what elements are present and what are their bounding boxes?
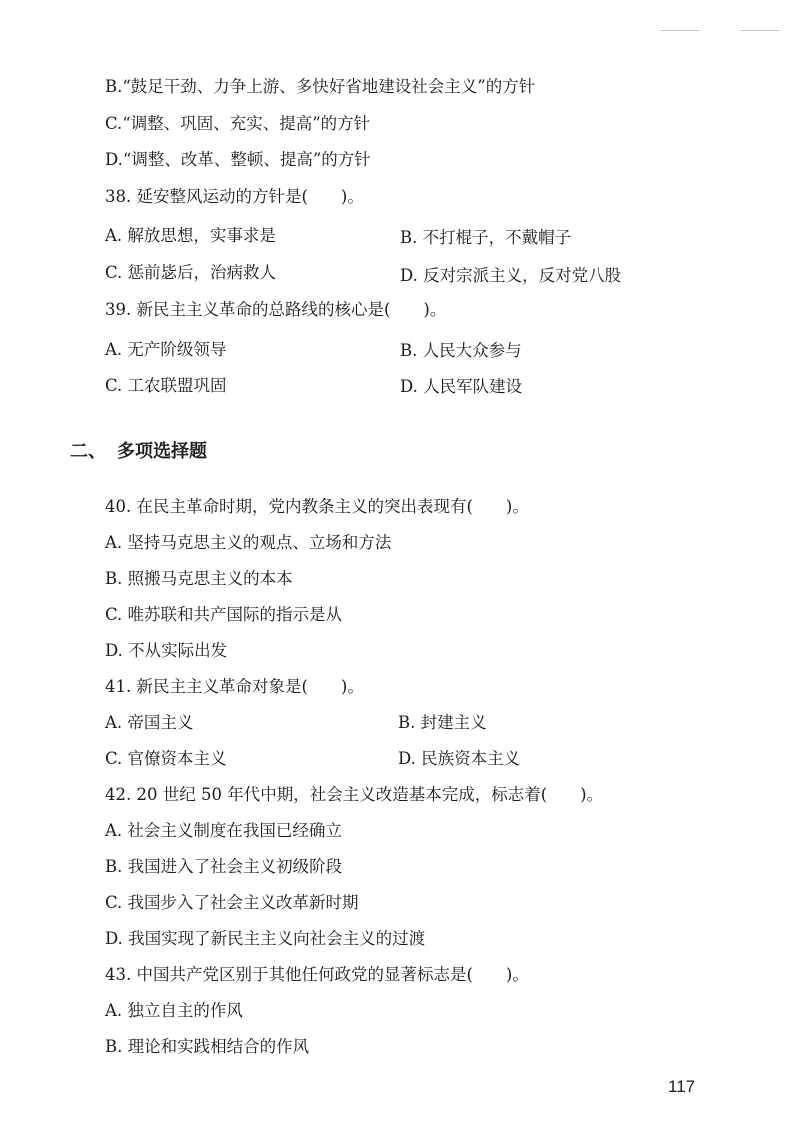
question-38-option-b: B. 不打棍子，不戴帽子: [400, 228, 572, 247]
question-38-option-a: A. 解放思想，实事求是: [105, 226, 276, 245]
question-41-option-c: C. 官僚资本主义: [105, 749, 227, 768]
question-39-stem: 39. 新民主主义革命的总路线的核心是( )。: [105, 300, 447, 319]
question-38-option-c: C. 惩前毖后，治病救人: [105, 263, 277, 282]
question-40-option-a: A. 坚持马克思主义的观点、立场和方法: [105, 533, 392, 552]
question-40-stem: 40. 在民主革命时期，党内教条主义的突出表现有( )。: [105, 497, 529, 516]
option-c-continued: C.“调整、巩固、充实、提高”的方针: [105, 114, 371, 133]
question-42-option-b: B. 我国进入了社会主义初级阶段: [105, 857, 343, 876]
question-38-option-d: D. 反对宗派主义，反对党八股: [400, 266, 622, 285]
question-43-option-a: A. 独立自主的作风: [105, 1001, 243, 1020]
question-39-option-a: A. 无产阶级领导: [105, 340, 227, 359]
question-40-option-c: C. 唯苏联和共产国际的指示是从: [105, 605, 343, 624]
scan-mark: [740, 30, 780, 31]
question-41-option-b: B. 封建主义: [398, 713, 487, 732]
section-heading-number: 二、: [70, 441, 106, 462]
question-42-option-d: D. 我国实现了新民主主义向社会主义的过渡: [105, 929, 426, 948]
question-43-option-b: B. 理论和实践相结合的作风: [105, 1037, 310, 1056]
question-42-option-c: C. 我国步入了社会主义改革新时期: [105, 893, 359, 912]
question-41-stem: 41. 新民主主义革命对象是( )。: [105, 677, 364, 696]
question-39-option-c: C. 工农联盟巩固: [105, 376, 227, 395]
question-38-stem: 38. 延安整风运动的方针是( )。: [105, 187, 364, 206]
question-39-option-b: B. 人民大众参与: [400, 341, 522, 360]
option-d-continued: D.“调整、改革、整顿、提高”的方针: [105, 150, 371, 169]
question-40-option-b: B. 照搬马克思主义的本本: [105, 569, 293, 588]
question-41-option-a: A. 帝国主义: [105, 713, 194, 732]
page-number: 117: [668, 1077, 696, 1096]
question-41-option-d: D. 民族资本主义: [398, 749, 521, 768]
section-heading-title: 多项选择题: [117, 441, 207, 462]
option-b-continued: B.“鼓足干劲、力争上游、多快好省地建设社会主义”的方针: [105, 77, 536, 96]
question-42-option-a: A. 社会主义制度在我国已经确立: [105, 821, 342, 840]
question-42-stem: 42. 20 世纪 50 年代中期，社会主义改造基本完成，标志着( )。: [105, 785, 604, 804]
question-39-option-d: D. 人民军队建设: [400, 377, 523, 396]
question-40-option-d: D. 不从实际出发: [105, 641, 228, 660]
question-43-stem: 43. 中国共产党区别于其他任何政党的显著标志是( )。: [105, 965, 529, 984]
scan-mark: [660, 30, 700, 31]
